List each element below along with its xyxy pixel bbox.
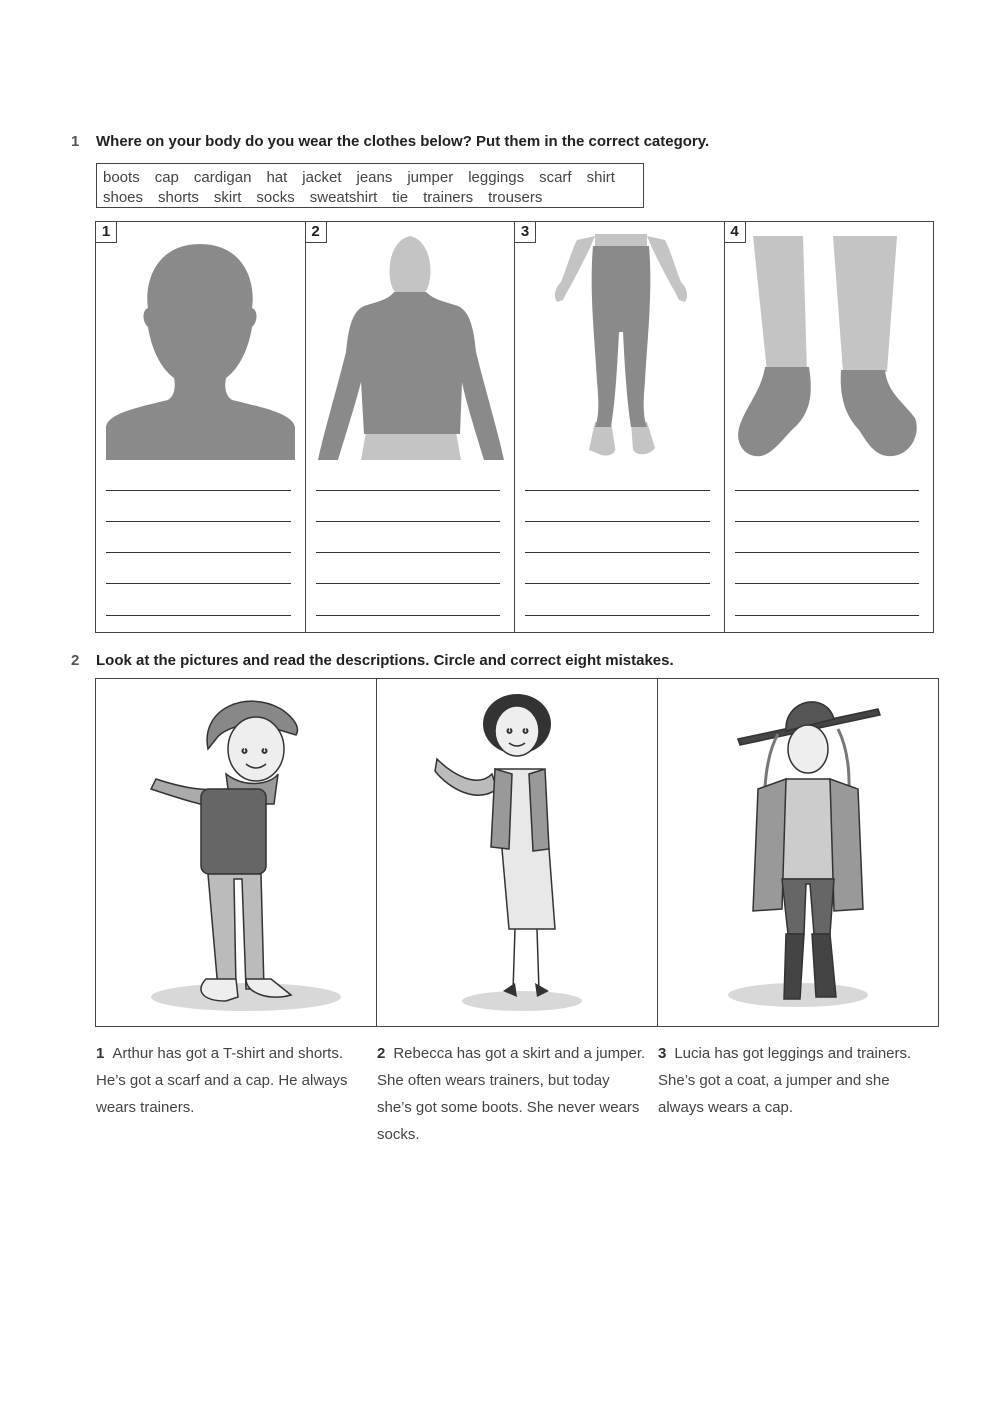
answer-line[interactable] [316,490,501,491]
category-number: 2 [306,222,327,243]
boy-illustration-icon [96,679,376,1025]
word-item: jeans [356,169,393,186]
word-row-2 [103,188,643,208]
description-text: Lucia has got leggings and trainers. She’s got a coat, a jumper and she always wears a cap. [658,1045,912,1116]
description-text: Arthur has got a T-shirt and shorts. He’s got a scarf and a cap. He always wears trainers. [96,1045,348,1116]
category-feet [725,222,934,632]
answer-line[interactable] [106,490,291,491]
description-text: Rebecca has got a skirt and a jumper. She often wears trainers, but today she’s got some boots. She never wears socks. [377,1045,646,1143]
exercise-2-number: 2 [71,652,80,669]
word-item: trainers [423,189,474,206]
feet-silhouette-icon [725,222,934,467]
legs-silhouette-icon [515,222,724,467]
answer-line[interactable] [525,615,710,616]
answer-line[interactable] [106,615,291,616]
answer-line[interactable] [106,583,291,584]
torso-silhouette-icon [306,222,515,467]
answer-line[interactable] [735,583,920,584]
category-grid [95,221,934,633]
category-legs [515,222,725,632]
word-item: trousers [488,189,543,206]
answer-line[interactable] [316,615,501,616]
word-item: shoes [103,189,144,206]
word-item: cap [154,169,179,186]
answer-line[interactable] [525,552,710,553]
picture-rebecca [377,679,658,1026]
word-item: skirt [213,189,242,206]
head-silhouette-icon [96,222,305,467]
answer-line[interactable] [735,490,920,491]
description-1 [96,1040,366,1121]
picture-lucia [658,679,938,1026]
category-number: 3 [515,222,536,243]
word-item: tie [392,189,409,206]
word-item: leggings [468,169,525,186]
answer-line[interactable] [106,552,291,553]
description-number: 2 [377,1045,386,1062]
description-3 [658,1040,928,1121]
answer-line[interactable] [735,521,920,522]
girl-illustration-icon [658,679,938,1025]
word-box [96,163,644,208]
exercise-2-instruction: Look at the pictures and read the descriptions. Circle and correct eight mistakes. [96,652,674,669]
answer-line[interactable] [106,521,291,522]
category-number: 1 [96,222,117,243]
description-number: 1 [96,1045,105,1062]
answer-line[interactable] [316,521,501,522]
category-number: 4 [725,222,746,243]
word-item: socks [256,189,295,206]
answer-line[interactable] [316,552,501,553]
answer-line[interactable] [735,615,920,616]
description-number: 3 [658,1045,667,1062]
picture-panels [95,678,939,1027]
answer-line[interactable] [525,490,710,491]
category-torso [306,222,516,632]
answer-line[interactable] [316,583,501,584]
exercise-1-number: 1 [71,133,80,150]
word-item: jumper [407,169,454,186]
category-head [96,222,306,632]
description-2 [377,1040,647,1148]
answer-line[interactable] [525,521,710,522]
answer-line[interactable] [735,552,920,553]
word-item: hat [266,169,288,186]
word-item: cardigan [193,169,252,186]
exercise-1-instruction: Where on your body do you wear the clothes below? Put them in the correct category. [96,133,710,150]
word-item: boots [103,169,140,186]
woman-illustration-icon [377,679,657,1025]
word-item: scarf [539,169,572,186]
word-item: jacket [302,169,342,186]
word-item: shirt [586,169,615,186]
word-item: shorts [158,189,199,206]
picture-arthur [96,679,377,1026]
answer-line[interactable] [525,583,710,584]
word-row-1 [103,168,643,188]
word-item: sweatshirt [309,189,378,206]
